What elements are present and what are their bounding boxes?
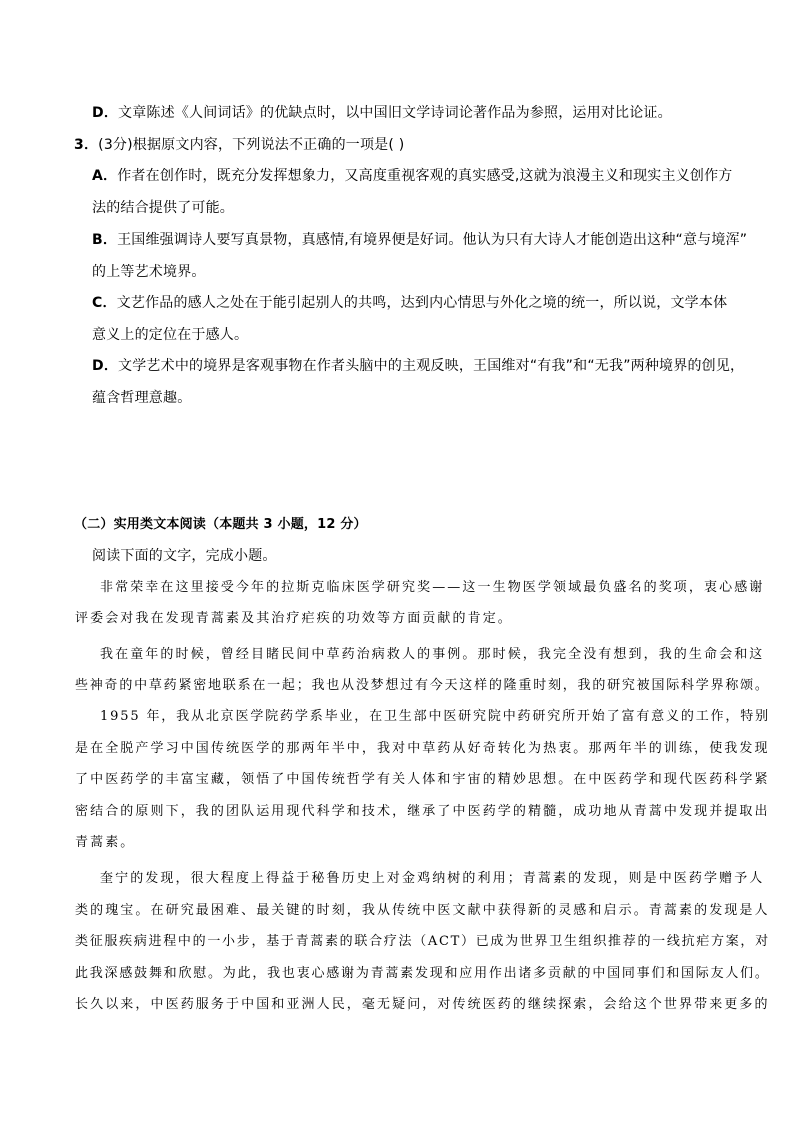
passage-line: 青蒿素。	[75, 835, 136, 850]
passage-line: 非常荣幸在这里接受今年的拉斯克临床医学研究奖——这一生物医学领域最负盛名的奖项，衷心感谢	[100, 580, 765, 595]
option-text: 的上等艺术境界。	[92, 264, 206, 280]
passage-line: 类的瑰宝。在研究最困难、最关键的时刻，我从传统中医文献中获得新的灵感和启示。青蒿素的发现是人	[75, 903, 770, 918]
option-text: 文章陈述《人间词话》的优缺点时，以中国旧文学诗词论著作品为参照，运用对比论证。	[118, 105, 672, 121]
option-c-continued	[92, 326, 248, 344]
option-text: 文学艺术中的境界是客观事物在作者头脑中的主观反映，王国维对“有我”和“无我”两种境界的创见，	[118, 358, 745, 374]
option-text: 法的结合提供了可能。	[92, 200, 234, 216]
question-number: 3．	[74, 137, 99, 153]
option-label: D．	[92, 105, 119, 121]
option-label: A．	[92, 168, 118, 184]
option-label: C．	[92, 295, 117, 311]
passage-line: 了中医药学的丰富宝藏，领悟了中国传统哲学有关人体和宇宙的精妙思想。在中医药学和现代医药科学紧	[75, 772, 770, 787]
passage-line: 我在童年的时候，曾经目睹民间中草药治病救人的事例。那时候，我完全没有想到，我的生命会和这	[100, 647, 765, 662]
passage-line: 奎宁的发现，很大程度上得益于秘鲁历史上对金鸡纳树的利用；青蒿素的发现，则是中医药学赠予人	[100, 871, 765, 886]
passage-line: 此我深感鼓舞和欣慰。为此，我也衷心感谢为青蒿素发现和应用作出诸多贡献的中国同事们和国际友人们。	[75, 966, 770, 981]
option-d-previous	[92, 104, 672, 122]
option-b-continued	[92, 263, 206, 281]
option-text: 文艺作品的感人之处在于能引起别人的共鸣，达到内心情思与外化之境的统一，所以说，文学本体	[116, 295, 728, 311]
section-heading: （二）实用类文本阅读（本题共 3 小题，12 分）	[74, 517, 367, 532]
option-text: 蕴含哲理意趣。	[92, 390, 192, 406]
option-a-continued	[92, 199, 234, 217]
option-label: B．	[92, 232, 118, 248]
question-text: (3分)根据原文内容，下列说法不正确的一项是( )	[98, 137, 405, 153]
option-b	[92, 231, 747, 249]
option-d	[92, 357, 744, 375]
passage-line: 些神奇的中草药紧密地联系在一起；我也从没梦想过有今天这样的隆重时刻，我的研究被国际科学界称颂。	[75, 678, 770, 693]
question-3	[74, 136, 404, 154]
option-label: D．	[92, 358, 119, 374]
passage-line: 评委会对我在发现青蒿素及其治疗疟疾的功效等方面贡献的肯定。	[75, 611, 513, 626]
passage-line: 长久以来，中医药服务于中国和亚洲人民，毫无疑问，对传统医药的继续探索，会给这个世界带来更多的	[75, 997, 770, 1012]
option-c	[92, 294, 727, 312]
option-d-continued	[92, 389, 191, 407]
option-text: 王国维强调诗人要写真景物，真感情,有境界便是好词。他认为只有大诗人才能创造出这种“意与境浑”	[117, 232, 748, 248]
passage-line: 1955 年，我从北京医学院药学系毕业，在卫生部中医研究院中药研究所开始了富有意义的工作，特别	[100, 709, 770, 724]
option-text: 意义上的定位在于感人。	[92, 327, 249, 343]
reading-instruction: 阅读下面的文字，完成小题。	[92, 548, 277, 564]
passage-line: 类征服疾病进程中的一小步，基于青蒿素的联合疗法（ACT）已成为世界卫生组织推荐的一线抗疟方案，对	[75, 934, 770, 949]
option-text: 作者在创作时，既充分发挥想象力，又高度重视客观的真实感受,这就为浪漫主义和现实主义创作方	[117, 168, 733, 184]
passage-line: 密结合的原则下，我的团队运用现代科学和技术，继承了中医药学的精髓，成功地从青蒿中发现并提取出	[75, 804, 770, 819]
passage-line: 是在全脱产学习中国传统医学的那两年半中，我对中草药从好奇转化为热衷。那两年半的训练，使我发现	[75, 741, 770, 756]
option-a	[92, 167, 733, 185]
